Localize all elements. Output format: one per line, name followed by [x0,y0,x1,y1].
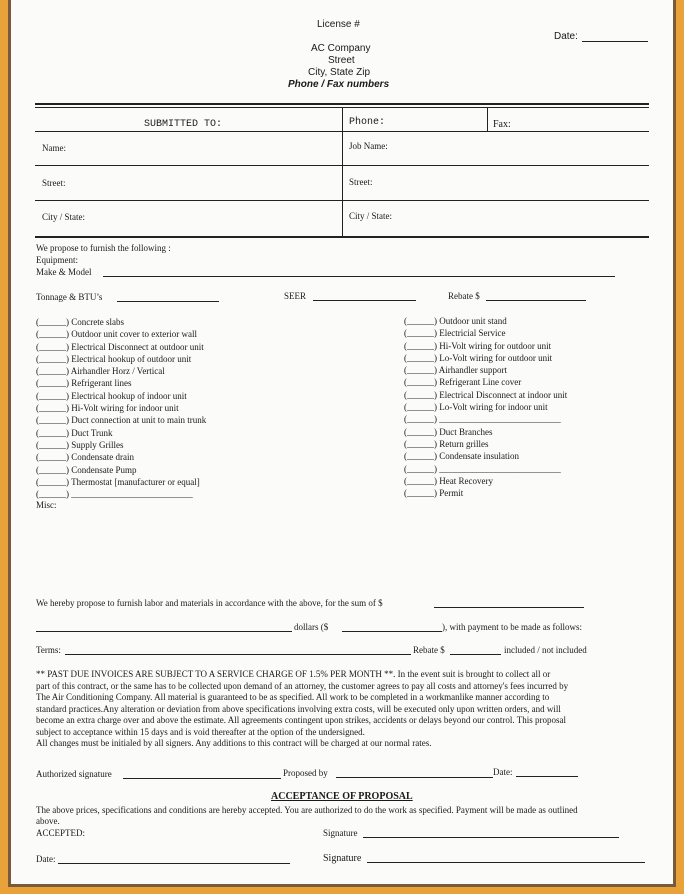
list-item[interactable]: (______) Return grilles [404,438,489,449]
box-row-rule [35,165,649,166]
job-name-field[interactable]: Job Name: [349,141,388,151]
list-item[interactable]: (______) Concrete slabs [36,317,124,327]
box-top-rule [35,103,649,105]
job-city-state-field[interactable]: City / State: [349,211,393,221]
proposed-by-field[interactable] [336,777,493,778]
acceptance-signature-field[interactable] [363,837,619,838]
name-field[interactable]: Name: [42,143,66,153]
list-item[interactable]: (______) Refrigerant lines [36,378,132,389]
fine-print-line: part of this contract, or the same has to be collected upon demand of an attorney, the customer agrees to pay all costs and attorney's fees incurred by [36,680,569,691]
proposal-intro: We propose to furnish the following : [36,243,171,253]
list-item[interactable]: (______) Hi-Volt wiring for outdoor unit [404,340,552,351]
list-item[interactable]: (______) Hi-Volt wiring for indoor unit [36,403,179,414]
items-right-list [404,315,567,499]
city-state-field[interactable]: City / State: [42,212,86,222]
company-street: Street [328,55,355,66]
company-city: City, State Zip [308,67,371,78]
job-street-field[interactable]: Street: [349,177,373,187]
list-item[interactable]: (______) Heat Recovery [404,475,493,486]
seer-field[interactable] [313,300,416,301]
tonnage-label: Tonnage & BTU’s [36,292,103,302]
box-bottom-rule [35,236,649,238]
submitted-to-label: SUBMITTED TO: [144,119,223,130]
list-item[interactable]: (______) ___________________________ [404,463,561,474]
acceptance-signature2-field[interactable] [367,862,645,863]
items-left-list [36,316,206,500]
payment-label: ), with payment to be made as follows: [442,622,582,632]
list-item[interactable]: (______) Lo-Volt wiring for indoor unit [404,402,548,413]
fine-print-line: standard practices.Any alteration or deviation from above specifications involving extra costs, will be executed only upon written orders, and will [36,703,561,714]
list-item[interactable]: (______) Duct Trunk [36,427,113,438]
signature-date-label: Date: [493,767,513,777]
sum-field[interactable] [434,607,584,608]
list-item[interactable]: (______) ___________________________ [36,489,193,500]
list-item[interactable]: (______) Duct connection at unit to main trunk [36,415,207,426]
acceptance-date-label: Date: [36,854,56,864]
fine-print-line: ** PAST DUE INVOICES ARE SUBJECT TO A SERVICE CHARGE OF 1.5% PER MONTH **. In the event suit is brought to collect all or [36,669,551,679]
dollars-amount-field[interactable] [342,631,442,632]
list-item[interactable]: (______) Condensate Pump [36,464,137,475]
rebate-label: Rebate $ [448,291,480,301]
signature-date-field[interactable] [516,776,578,777]
fine-print-line: All changes must be initialed by all signers. Any additions to this contract will be charged at our normal rates. [36,738,432,748]
fine-print-line: become an extra charge over and above the estimate. All agreements contingent upon strikes, accidents or delays beyond our control. This proposal [36,715,567,725]
license-number: License # [317,19,360,30]
fine-print-line: subject to acceptance within 15 days and is void thereafter at the option of the undersigned. [36,726,365,737]
list-item[interactable]: (______) Electrical hookup of outdoor unit [36,353,192,364]
list-item[interactable]: (______) Permit [404,488,464,499]
rebate-field[interactable] [486,300,586,301]
furnish-statement: We hereby propose to furnish labor and materials in accordance with the above, for the sum of $ [36,598,383,608]
acceptance-text-line1: The above prices, specifications and conditions are hereby accepted. You are authorized to do the work as specified. Payment will be made as outlined [36,805,578,815]
list-item[interactable]: (______) Electrical Disconnect at indoor unit [404,389,568,400]
list-item[interactable]: (______) Condensate drain [36,452,134,463]
acceptance-text-line2: above. [36,816,60,826]
acceptance-date-field[interactable] [58,863,290,864]
misc-label: Misc: [36,500,57,510]
street-field[interactable]: Street: [42,178,66,188]
authorized-signature-label: Authorized signature [36,769,112,779]
list-item[interactable]: (______) Supply Grilles [36,439,124,450]
list-item[interactable]: (______) Airhandler support [404,365,507,376]
acceptance-signature2-label: Signature [323,853,362,864]
list-item[interactable]: (______) Electricial Service [404,328,506,339]
terms-label: Terms: [36,645,61,655]
list-item[interactable]: (______) ___________________________ [404,414,561,425]
list-item[interactable]: (______) Airhandler Horz / Vertical [36,366,165,377]
make-model-label: Make & Model [36,267,92,277]
dollars-label: dollars ($ [294,622,329,632]
date-label: Date: [554,31,578,42]
fax-field[interactable]: Fax: [493,119,511,130]
acceptance-heading: ACCEPTANCE OF PROPOSAL [271,791,413,802]
list-item[interactable]: (______) Electrical hookup of indoor unit [36,390,187,401]
box-fax-divider [487,108,488,131]
make-model-field[interactable] [103,276,615,277]
box-center-divider [342,108,343,238]
company-name: AC Company [311,43,371,54]
list-item[interactable]: (______) Duct Branches [404,426,493,437]
terms-field[interactable] [65,654,411,655]
fine-print-line: The Air Conditioning Company. All material is guaranteed to be as specified. All work to be completed in a workmanlike manner according to [36,692,550,702]
list-item[interactable]: (______) Electrical Disconnect at outdoor unit [36,341,204,352]
phone-field[interactable]: Phone: [349,117,386,128]
box-row-rule [35,200,649,201]
equipment-label: Equipment: [36,255,78,265]
list-item[interactable]: (______) Thermostat [manufacturer or equal] [36,476,200,487]
date-field[interactable] [582,41,648,42]
list-item[interactable]: (______) Refrigerant Line cover [404,377,522,388]
accepted-label: ACCEPTED: [36,828,86,838]
list-item[interactable]: (______) Lo-Volt wiring for outdoor unit [404,352,553,363]
list-item[interactable]: (______) Outdoor unit stand [404,316,507,326]
list-item[interactable]: (______) Outdoor unit cover to exterior wall [36,329,197,340]
box-row-rule [35,131,649,132]
rebate-included-option[interactable]: included / not included [504,645,587,655]
tonnage-field[interactable] [117,301,219,302]
proposed-by-label: Proposed by [283,768,328,778]
company-phone-fax: Phone / Fax numbers [288,79,390,90]
proposal-form-page [11,0,673,884]
fine-print [36,669,568,750]
acceptance-signature-label: Signature [323,828,358,838]
amount-words-field[interactable] [36,631,292,632]
list-item[interactable]: (______) Condensate insulation [404,451,519,462]
seer-label: SEER [284,291,307,301]
authorized-signature-field[interactable] [123,778,281,779]
rebate-terms-field[interactable] [450,654,501,655]
rebate-terms-label: Rebate $ [413,645,445,655]
